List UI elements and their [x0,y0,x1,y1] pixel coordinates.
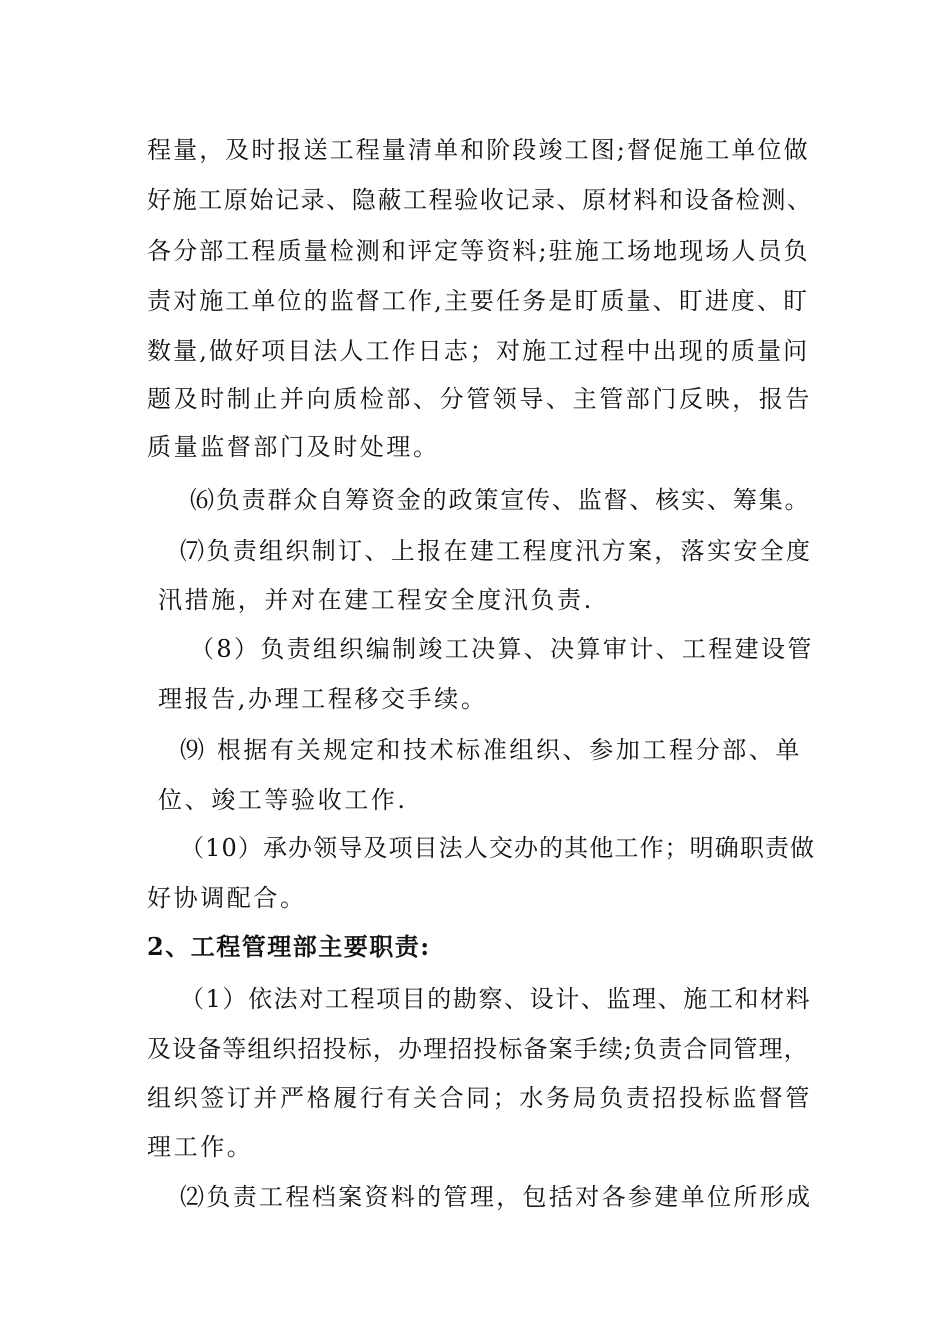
item-10-line-1: （10）承办领导及项目法人交办的其他工作；明确职责做 [180,834,816,862]
text-line-5: 数量,做好项目法人工作日志；对施工过程中出现的质量问 [147,337,810,365]
item-2-line-1: ⑵负责工程档案资料的管理，包括对各参建单位所形成 [180,1183,813,1211]
text-line-2: 好施工原始记录、隐蔽工程验收记录、原材料和设备检测、 [147,186,813,214]
item-6-line-1: ⑹负责群众自筹资金的政策宣传、监督、核实、筹集。 [190,486,811,514]
text-line-3: 各分部工程质量检测和评定等资料;驻施工场地现场人员负 [147,237,810,265]
text-line-7: 质量监督部门及时处理。 [147,433,440,461]
item-8-line-2: 理报告,办理工程移交手续。 [158,685,488,713]
text-line-4: 责对施工单位的监督工作,主要任务是盯质量、盯进度、盯 [147,287,810,315]
item-10-line-2: 好协调配合。 [147,884,307,912]
item-9-line-1: ⑼ 根据有关规定和技术标准组织、参加工程分部、单 [180,736,803,764]
text-line-1: 程量，及时报送工程量清单和阶段竣工图;督促施工单位做 [147,136,810,164]
section-heading: 2、工程管理部主要职责: [147,932,431,961]
item-1-line-2: 及设备等组织招投标，办理招投标备案手续;负责合同管理， [147,1035,809,1063]
item-1-line-4: 理工作。 [147,1133,254,1161]
item-1-line-1: （1）依法对工程项目的勘察、设计、监理、施工和材料 [180,985,812,1013]
text-line-6: 题及时制止并向质检部、分管领导、主管部门反映，报告 [147,385,812,413]
item-8-line-1: （8）负责组织编制竣工决算、决算审计、工程建设管 [190,635,814,663]
item-9-line-2: 位、竣工等验收工作. [158,786,408,814]
item-1-line-3: 组织签订并严格履行有关合同；水务局负责招投标监督管 [147,1084,812,1112]
item-7-line-2: 汛措施，并对在建工程安全度汛负责. [158,586,594,614]
item-7-line-1: ⑺负责组织制订、上报在建工程度汛方案，落实安全度 [180,537,813,565]
